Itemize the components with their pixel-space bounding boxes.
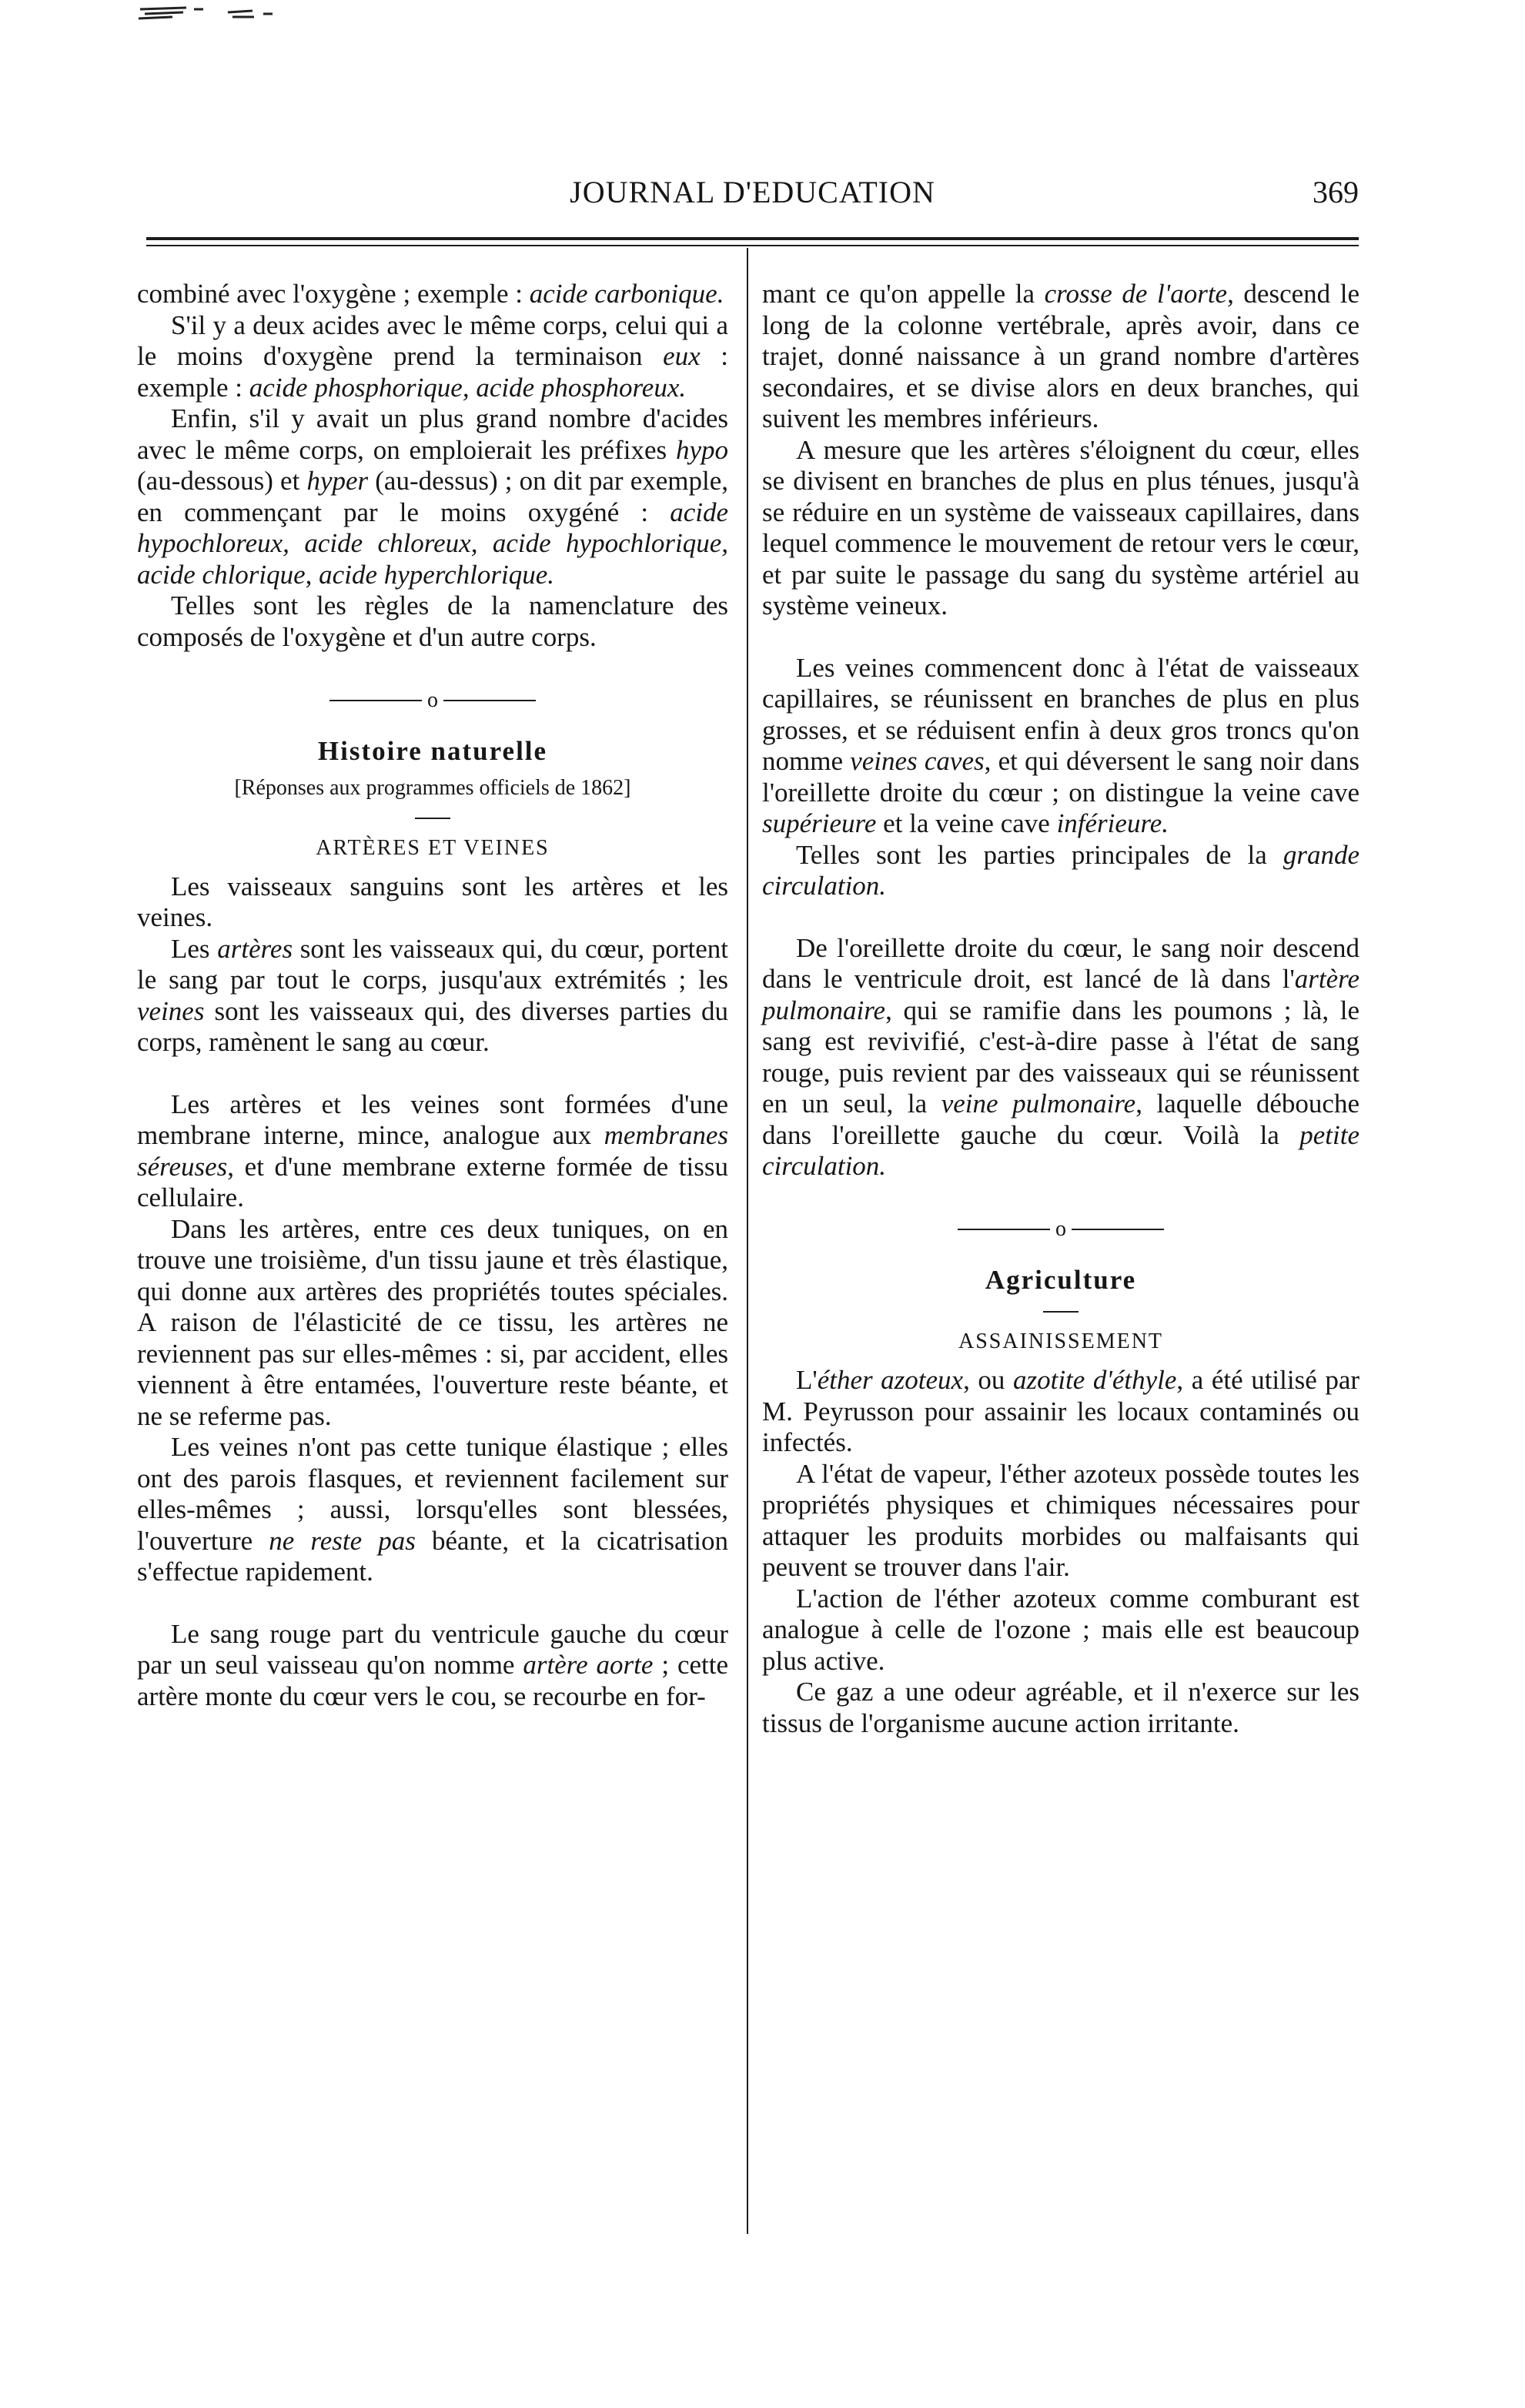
paragraph: mant ce qu'on appelle la crosse de l'aorte, descend le long de la colonne vertébrale, après avoir, dans ce trajet, donné naissance à un grand nombre d'artères secondaires, et se divise alors en deux branches, qui suivent les membres inférieurs. <box>762 279 1360 433</box>
column-divider <box>747 248 748 2234</box>
header-rule-thin <box>146 245 1359 246</box>
paragraph: Les artères et les veines sont formées d'une membrane interne, mince, analogue aux membranes séreuses, et d'une membrane externe formée de tissu cellulaire. <box>137 1089 728 1213</box>
short-rule <box>415 818 450 819</box>
paragraph: L'action de l'éther azoteux comme comburant est analogue à celle de l'ozone ; mais elle est beaucoup plus active. <box>762 1583 1359 1676</box>
section-separator: o <box>137 684 728 716</box>
subsection-title: ASSAINISSEMENT <box>958 1329 1164 1354</box>
paragraph: Le sang rouge part du ventricule gauche du cœur par un seul vaisseau qu'on nomme artère aorte ; cette artère monte du cœur vers le cou, se recourbe en for- <box>137 1618 728 1711</box>
paragraph: Les vaisseaux sanguins sont les artères et les veines. <box>137 871 728 933</box>
paragraph: Telles sont les parties principales de la grande circulation. <box>762 839 1359 901</box>
paragraph: Dans les artères, entre ces deux tuniques, on en trouve une troisième, d'un tissu jaune et très élastique, qui donne aux artères des propriétés toutes spéciales. A raison de l'élasticité de ce tissu, les artères ne reviennent pas sur elles-mêmes : si, par accident, elles viennent à être entamées, l'ouverture reste béante, et ne se referme pas. <box>137 1213 728 1431</box>
short-rule <box>1043 1311 1079 1313</box>
right-column <box>762 279 1359 1739</box>
paragraph: A mesure que les artères s'éloignent du cœur, elles se divisent en branches de plus en plus ténues, jusqu'à se réduire en un système de vaisseaux capillaires, dans lequel commence le mouvement de retour vers le cœur, et par suite le passage du sang du système artériel au système veineux. <box>762 434 1359 620</box>
paragraph: A l'état de vapeur, l'éther azoteux possède toutes les propriétés physiques et chimiques nécessaires pour attaquer les produits morbides ou malfaisants qui peuvent se trouver dans l'air. <box>762 1458 1359 1583</box>
page-header <box>146 174 1359 220</box>
paragraph: Les artères sont les vaisseaux qui, du cœur, portent le sang par tout le corps, jusqu'aux extrémités ; les veines sont les vaisseaux qui, des diverses parties du corps, ramènent le sang au cœur. <box>137 933 728 1058</box>
paragraph: De l'oreillette droite du cœur, le sang noir descend dans le ventricule droit, est lancé de là dans l'artère pulmonaire, qui se ramifie dans les poumons ; là, le sang est revivifié, c'est-à-dire passe à l'état de sang rouge, puis revient par des vaisseaux qui se réunissent en un seul, la veine pulmonaire, laquelle débouche dans l'oreillette gauche du cœur. Voilà la petite circulation. <box>762 932 1359 1181</box>
section-title-histoire: Histoire naturelle <box>317 735 548 766</box>
paragraph: Ce gaz a une odeur agréable, et il n'exerce sur les tissus de l'organisme aucune action irritante. <box>762 1677 1359 1738</box>
print-marks <box>137 5 337 23</box>
paragraph: S'il y a deux acides avec le même corps, celui qui a le moins d'oxygène prend la terminaison eux : exemple : acide phosphorique, acide phosphoreux. <box>137 309 728 403</box>
paragraph: combiné avec l'oxygène ; exemple : acide carbonique. <box>137 279 724 309</box>
subsection-title: ARTÈRES ET VEINES <box>316 835 550 860</box>
paragraph: Enfin, s'il y avait un plus grand nombre d'acides avec le même corps, on emploierait les préfixes hypo (au-dessous) et hyper (au-dessus) ; on dit par exemple, en commençant par le moins oxygéné : acide hypochloreux, acide chloreux, acide hypochlorique, acide chlorique, acide hyperchlorique. <box>137 403 729 590</box>
journal-title: JOURNAL D'EDUCATION <box>570 175 935 209</box>
paragraph: Telles sont les règles de la namenclature des composés de l'oxygène et d'un autre corps. <box>137 590 728 652</box>
paragraph: Les veines n'ont pas cette tunique élastique ; elles ont des parois flasques, et reviennent facilement sur elles-mêmes ; aussi, lorsqu'elles sont blessées, l'ouverture ne reste pas béante, et la cicatrisation s'effectue rapidement. <box>137 1432 728 1587</box>
header-rule <box>146 237 1359 240</box>
paragraph: L'éther azoteux, ou azotite d'éthyle, a été utilisé par M. Peyrusson pour assainir les locaux contaminés ou infectés. <box>762 1365 1360 1458</box>
section-title-agriculture: Agriculture <box>985 1265 1137 1296</box>
section-subtitle: [Réponses aux programmes officiels de 1862] <box>234 775 631 800</box>
paragraph: Les veines commencent donc à l'état de vaisseaux capillaires, se réunissent en branches de plus en plus grosses, et se réduisent enfin à deux gros troncs qu'on nomme veines caves, et qui déversent le sang noir dans l'oreillette droite du cœur ; on distingue la veine cave supérieure et la veine cave inférieure. <box>762 652 1359 838</box>
section-separator: o <box>762 1213 1359 1246</box>
left-column <box>137 279 728 1712</box>
page-number: 369 <box>1313 175 1359 209</box>
